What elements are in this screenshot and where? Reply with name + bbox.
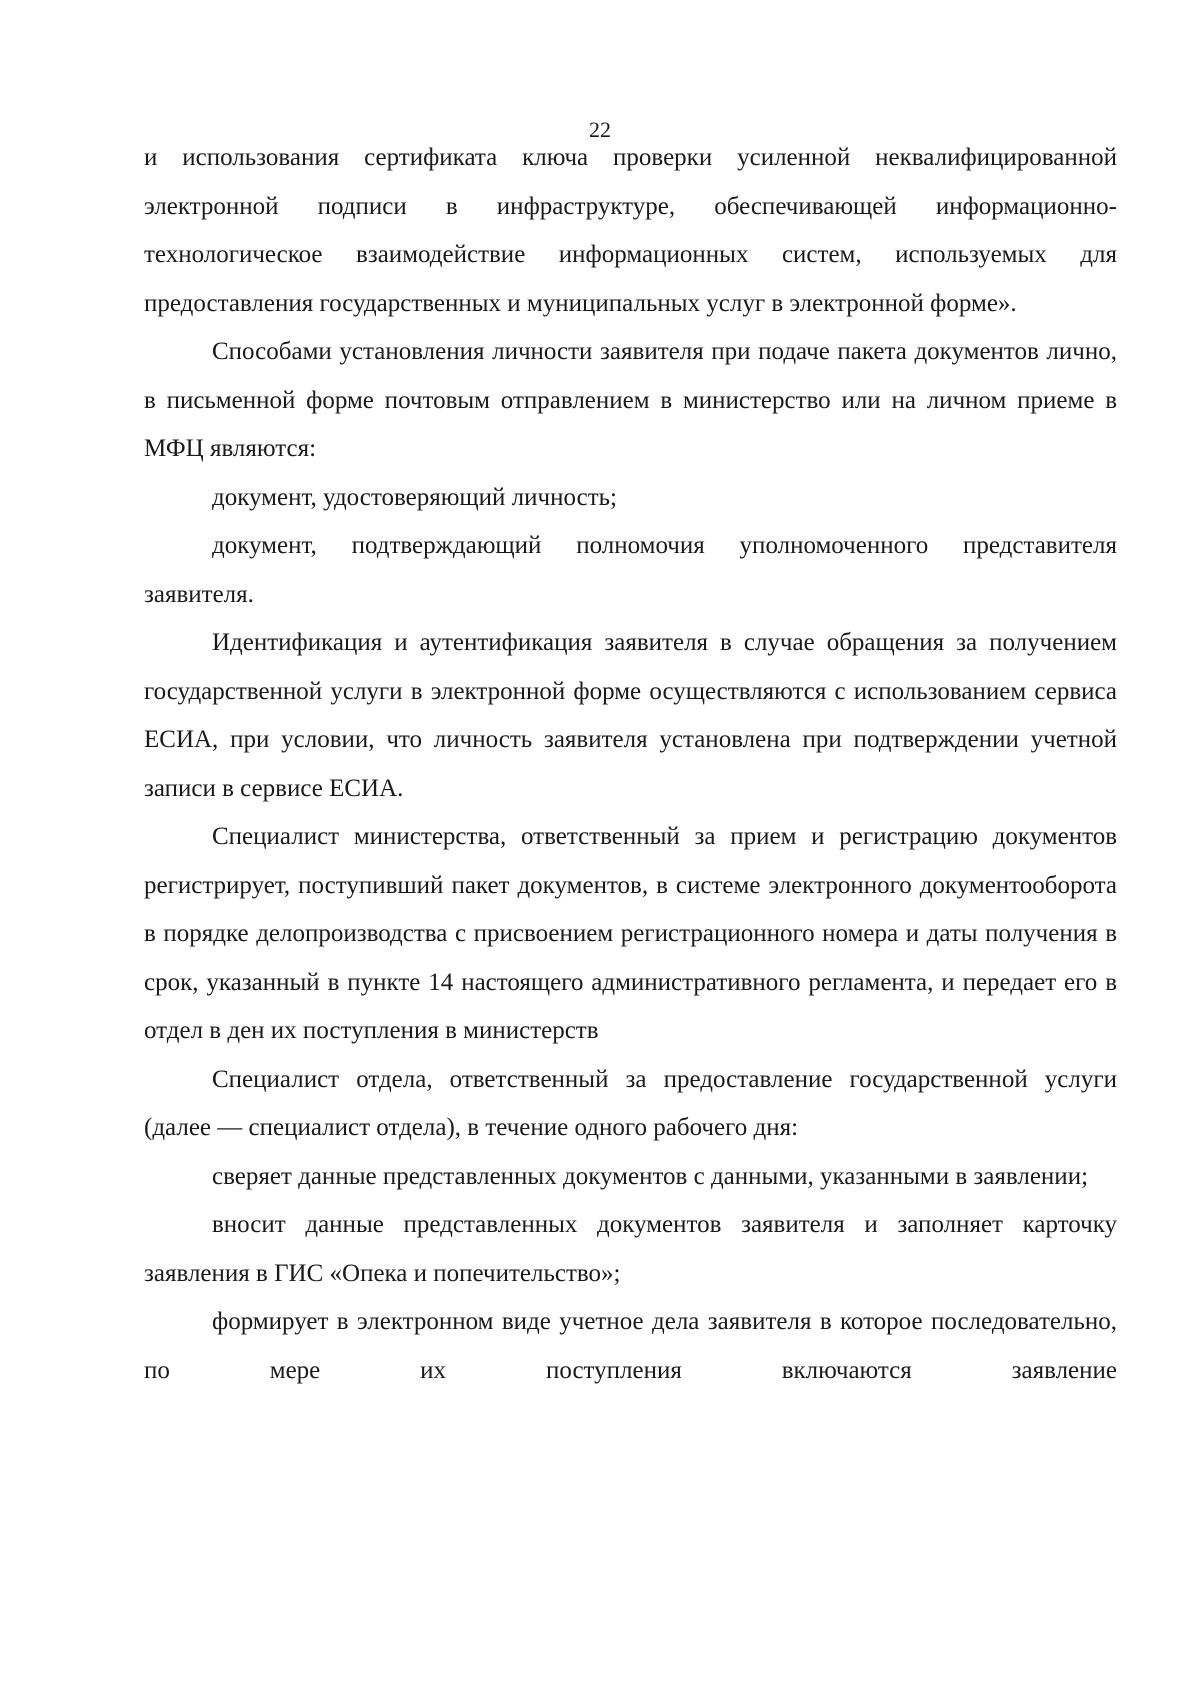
list-item: вносит данные представленных документов заявителя и заполняет карточку заявления в ГИС «Опека и попечительство»; bbox=[144, 1211, 1117, 1287]
paragraph: Способами установления личности заявителя при подаче пакета документов лично, в письменной форме почтовым отправлением в министерство или на личном приеме в МФЦ являются: bbox=[144, 338, 1117, 462]
paragraph: Специалист министерства, ответственный за прием и регистрацию документов регистрирует, поступивший пакет документов, в системе электронного документооборота в порядке делопроизводства с присвоением регистрационного номера и даты получения в срок, указанный в пункте 14 настоящего административного регламента, и передает его в отдел в ден их поступления в министерств bbox=[144, 823, 1117, 1044]
paragraph: Идентификация и аутентификация заявителя в случае обращения за получением государственной услуги в электронной форме осуществляются с использованием сервиса ЕСИА, при условии, что личность заявителя установлена при подтверждении учетной записи в сервисе ЕСИА. bbox=[144, 629, 1117, 802]
list-item: сверяет данные представленных документов с данными, указанными в заявлении; bbox=[212, 1162, 1089, 1190]
page-number: 22 bbox=[589, 117, 611, 142]
paragraph: и использования сертификата ключа проверки усиленной неквалифицированной электронной подписи в инфраструктуре, обеспечивающей информационно-технологическое взаимодействие информационных систем, используемых для предоставления государственных и муниципальных услуг в электронной форме». bbox=[144, 144, 1117, 317]
list-item: документ, подтверждающий полномочия уполномоченного представителя заявителя. bbox=[144, 532, 1117, 608]
paragraph: Специалист отдела, ответственный за предоставление государственной услуги (далее — специалист отдела), в течение одного рабочего дня: bbox=[144, 1065, 1117, 1141]
list-item: документ, удостоверяющий личность; bbox=[212, 483, 617, 511]
document-body bbox=[144, 134, 1117, 1395]
list-item: формирует в электронном виде учетное дела заявителя в которое последовательно, по мере их поступления включаются заявление bbox=[144, 1308, 1117, 1384]
